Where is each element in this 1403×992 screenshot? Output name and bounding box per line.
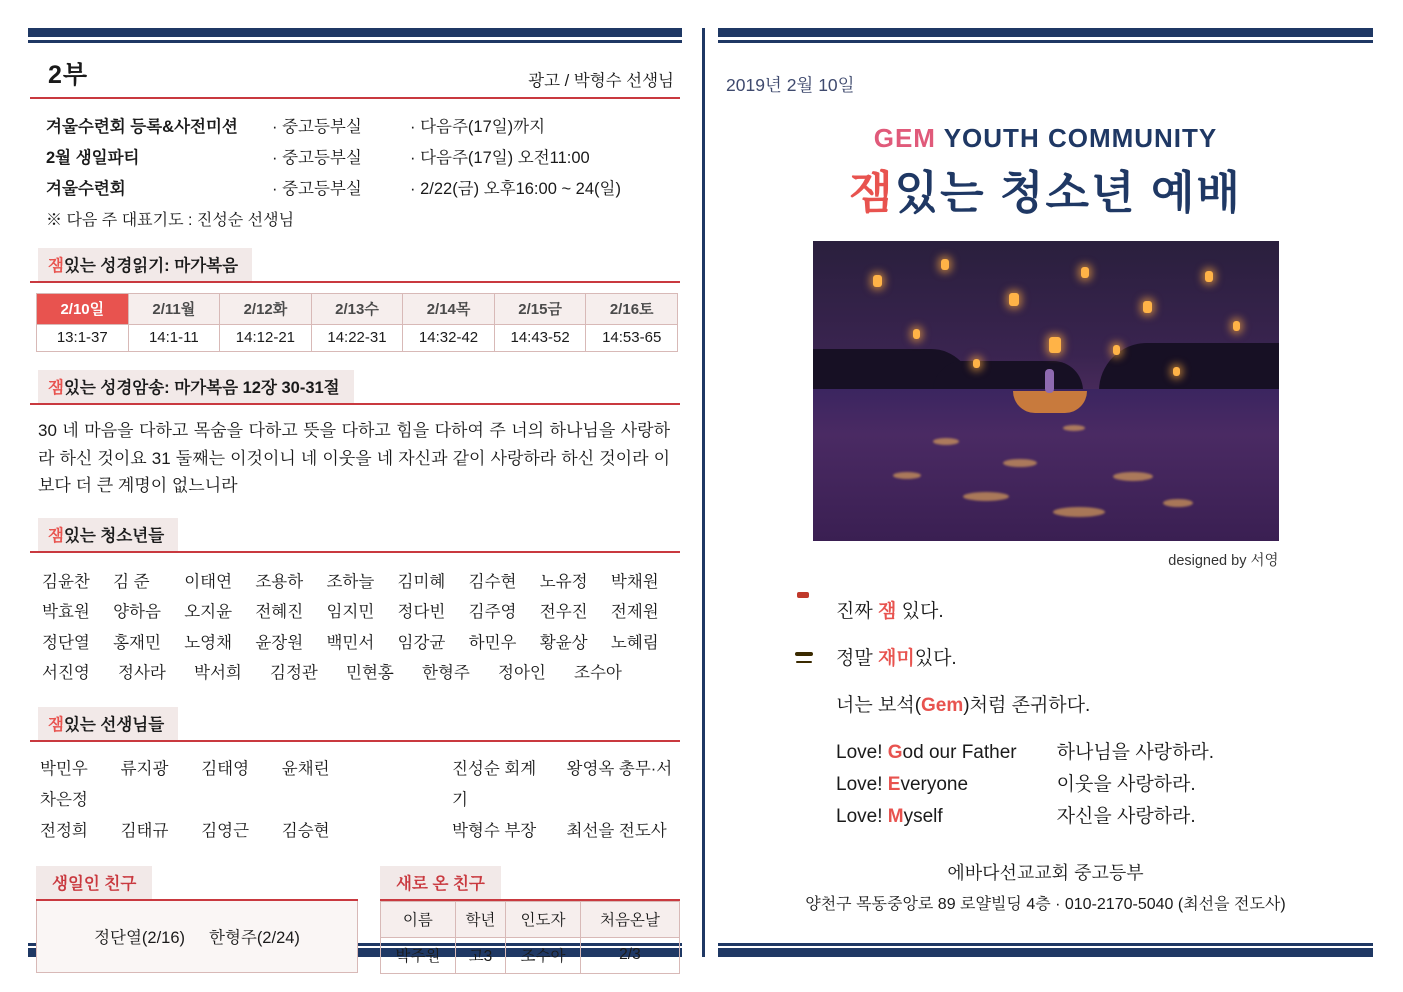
student-name: 노혜림	[610, 633, 659, 652]
jam-accent: 잼	[48, 715, 64, 734]
jam-accent: 잼	[48, 526, 64, 545]
student-name: 김주영	[468, 603, 517, 622]
sky-lantern-icon	[1233, 321, 1240, 331]
announcement-list	[46, 113, 682, 230]
teacher-name: 김태규	[120, 822, 169, 841]
slogan-highlight: Gem	[921, 695, 964, 716]
reading-passage: 14:12-21	[220, 325, 312, 352]
water-reflection	[893, 472, 921, 479]
jam-jar-icon	[790, 596, 820, 626]
reading-passage: 14:53-65	[586, 325, 678, 352]
reading-passage: 14:22-31	[311, 325, 403, 352]
water-reflection	[963, 492, 1009, 501]
reading-day: 2/12화	[220, 294, 312, 325]
church-name: 에바다선교교회 중고등부	[947, 862, 1144, 883]
announcement-place: · 중고등부실	[272, 149, 362, 167]
newcomer-cell: 2/3	[580, 937, 679, 973]
teacher-role: 박형수 부장	[451, 822, 537, 841]
list-item: Love! Everyone	[836, 773, 969, 795]
service-speaker: 광고 / 박형수 선생님	[528, 72, 674, 90]
newcomer-cell: 고3	[455, 937, 505, 973]
newcomer-header: 처음온날	[580, 901, 679, 937]
person-in-boat	[1045, 369, 1054, 393]
bible-reading-section	[28, 248, 682, 352]
memory-verse-section	[28, 370, 682, 500]
hill-center	[933, 361, 1083, 391]
acronym-letter: M	[887, 805, 904, 827]
list-item	[42, 567, 682, 598]
sky-lantern-icon	[1173, 367, 1180, 376]
list-item: 이웃을 사랑하라.	[1056, 773, 1196, 795]
service-part-title: 2부	[48, 61, 89, 89]
reading-day: 2/14목	[403, 294, 495, 325]
student-name: 김정관	[270, 664, 318, 683]
slogan-text: 정말 재미있다.	[836, 648, 957, 669]
right-panel	[718, 60, 1373, 914]
header-underline	[30, 97, 680, 99]
student-name: 박서희	[194, 664, 242, 683]
memory-verse-label-text: 있는 성경암송: 마가복음 12장 30-31절	[63, 379, 340, 397]
newcomer-cell: 조수아	[506, 937, 581, 973]
cover-artwork	[813, 241, 1279, 541]
teacher-name: 윤채린	[281, 759, 330, 778]
list-item: Love! Myself	[836, 805, 943, 827]
student-name: 하민우	[468, 633, 517, 652]
love-block	[790, 737, 1373, 833]
list-item	[42, 597, 682, 628]
announcement-place: · 중고등부실	[272, 118, 362, 136]
teacher-name: 김태영	[201, 759, 250, 778]
student-name: 임지민	[326, 603, 375, 622]
teacher-name: 차은정	[40, 791, 88, 809]
teacher-name: 박민우	[40, 759, 88, 778]
student-name: 양하음	[113, 603, 161, 622]
student-name: 박채원	[610, 572, 659, 591]
students-rule	[30, 551, 680, 553]
page-title	[718, 156, 1373, 221]
slogan-list	[790, 596, 1373, 720]
water-reflection	[1003, 459, 1037, 467]
list-item	[452, 816, 682, 847]
bulletin-date: 2019년 2월 10일	[726, 75, 855, 95]
service-header	[28, 55, 682, 97]
student-name: 박효원	[42, 603, 90, 622]
teacher-name: 류지광	[120, 759, 169, 778]
newcomer-box	[380, 866, 680, 974]
student-name: 홍재민	[113, 633, 161, 652]
water-reflection	[1113, 472, 1153, 481]
slogan-highlight: 재미	[878, 648, 915, 669]
teachers-label	[38, 707, 178, 740]
student-name: 조하늘	[326, 572, 375, 591]
right-bottom-rule-thin	[718, 943, 1373, 946]
heart-speech-icon	[790, 739, 820, 769]
student-name: 백민서	[326, 633, 375, 652]
slogan-highlight: 잼	[878, 601, 897, 622]
love-lines-english	[836, 737, 1017, 833]
newcomer-cell: 박주원	[381, 937, 456, 973]
reading-day: 2/13수	[311, 294, 403, 325]
left-top-rule	[28, 28, 682, 37]
bible-reading-label	[38, 248, 252, 281]
list-item	[42, 658, 682, 689]
jam-accent: 잼	[48, 257, 64, 275]
footer	[718, 859, 1373, 914]
announcement-title: 겨울수련회	[46, 180, 126, 198]
student-name: 서진영	[42, 664, 90, 683]
teacher-role: 진성순 회계	[451, 759, 537, 778]
student-name: 한형주	[422, 664, 470, 683]
memory-verse-label	[38, 370, 354, 403]
table-row	[37, 325, 678, 352]
students-label	[38, 518, 178, 551]
reading-passage: 14:1-11	[128, 325, 220, 352]
smiley-star-icon	[790, 643, 820, 673]
teacher-name: 김승현	[281, 822, 330, 841]
list-item	[790, 596, 1373, 626]
teachers-grid	[40, 754, 682, 848]
sky-lantern-icon	[1143, 301, 1152, 313]
boat	[1013, 391, 1087, 413]
announcement-row	[46, 144, 682, 168]
slogan-text: 진짜 잼 있다.	[836, 601, 944, 622]
reading-passage: 13:1-37	[37, 325, 129, 352]
list-item	[42, 628, 682, 659]
bottom-boxes	[36, 866, 682, 974]
youth-community-word: YOUTH COMMUNITY	[943, 123, 1218, 153]
announcement-time: · 다음주(17일) 오전11:00	[410, 149, 590, 167]
bible-reading-label-text: 있는 성경읽기: 마가복음	[63, 257, 239, 275]
acronym-letter: E	[887, 773, 901, 795]
student-name: 정단열	[42, 633, 90, 652]
student-name: 전혜진	[255, 603, 304, 622]
announcement-row	[46, 175, 682, 199]
teacher-role: 최선을 전도사	[566, 822, 667, 841]
sky-lantern-icon	[1009, 293, 1019, 306]
student-name: 민현홍	[346, 664, 394, 683]
table-row	[37, 294, 678, 325]
teachers-column-right	[452, 754, 682, 848]
list-item: 하나님을 사랑하라.	[1056, 742, 1215, 763]
student-name: 조수아	[574, 664, 622, 683]
gem-youth-community	[718, 123, 1373, 154]
right-top-rule	[718, 28, 1373, 37]
announcement-title: 겨울수련회 등록&사전미션	[46, 118, 238, 136]
teachers-label-text: 있는 선생님들	[63, 715, 165, 734]
title-jam-accent: 잼	[849, 167, 895, 218]
sky-lantern-icon	[1205, 271, 1213, 282]
sky-lantern-icon	[873, 275, 882, 287]
student-name: 전제원	[610, 603, 659, 622]
students-section	[28, 518, 682, 689]
table-row	[381, 937, 680, 973]
birthday-name: 정단열(2/16)	[94, 929, 185, 948]
student-name: 정아인	[498, 664, 546, 683]
title-rest: 있는 청소년 예배	[894, 167, 1242, 218]
birthday-name: 한형주(2/24)	[209, 929, 300, 948]
student-name: 이태연	[184, 572, 233, 591]
birthday-names	[36, 901, 358, 973]
memory-verse-rule	[30, 403, 680, 405]
birthday-caption: 생일인 친구	[36, 866, 152, 899]
sky-lantern-icon	[1081, 267, 1089, 278]
student-name: 김 준	[113, 572, 150, 591]
newcomer-table	[380, 901, 680, 974]
acronym-letter: G	[887, 742, 903, 763]
bible-reading-rule	[30, 281, 680, 283]
teacher-name: 김영근	[201, 822, 250, 841]
center-divider	[702, 28, 705, 957]
student-name: 윤장원	[255, 633, 304, 652]
student-name: 조용하	[255, 572, 304, 591]
cover-artwork-wrapper	[813, 241, 1279, 570]
teachers-column-left	[40, 754, 428, 848]
left-top-rule-thin	[28, 40, 682, 43]
newcomer-caption: 새로 온 친구	[380, 866, 501, 899]
teachers-rule	[30, 740, 680, 742]
hill-right	[1099, 343, 1279, 391]
water-reflection	[1163, 499, 1193, 507]
student-name: 김윤찬	[42, 572, 90, 591]
list-item	[790, 643, 1373, 673]
student-name: 노유정	[539, 572, 588, 591]
water-reflection	[1053, 507, 1105, 517]
students-label-text: 있는 청소년들	[63, 526, 165, 545]
teacher-name: 전정희	[40, 822, 88, 841]
reading-day-today: 2/10일	[37, 294, 129, 325]
love-lines-korean	[1057, 737, 1214, 833]
table-row	[381, 901, 680, 937]
reading-passage: 14:43-52	[494, 325, 586, 352]
left-panel	[28, 55, 682, 974]
announcement-title: 2월 생일파티	[46, 149, 140, 167]
list-item	[790, 690, 1373, 720]
announcement-place: · 중고등부실	[272, 180, 362, 198]
teachers-section	[28, 707, 682, 848]
right-bottom-rule	[718, 948, 1373, 957]
birthday-box	[36, 866, 358, 974]
student-name: 노영채	[184, 633, 233, 652]
student-name: 오지윤	[184, 603, 233, 622]
announcement-time: · 2/22(금) 오후16:00 ~ 24(일)	[410, 180, 621, 198]
water-reflection	[933, 438, 959, 445]
newcomer-header: 학년	[455, 901, 505, 937]
student-name: 정사라	[118, 664, 166, 683]
reading-day: 2/11월	[128, 294, 220, 325]
memory-verse-text: 30 네 마음을 다하고 목숨을 다하고 뜻을 다하고 힘을 다하여 주 너의 하나님을 사랑하라 하신 것이요 31 둘째는 이것이니 네 이웃을 네 자신과 같이 사랑하라 하신 것이라 이보다 더 큰 계명이 없느니라	[38, 421, 670, 496]
main-lantern-icon	[1049, 337, 1061, 353]
announcement-time: · 다음주(17일)까지	[410, 118, 546, 136]
list-item	[40, 754, 428, 817]
bible-reading-table	[36, 293, 678, 352]
jam-accent: 잼	[48, 379, 64, 397]
water-reflection	[1063, 425, 1085, 431]
sky-lantern-icon	[941, 259, 949, 270]
student-name: 정다빈	[397, 603, 446, 622]
list-item: Love! God our Father	[836, 742, 1017, 763]
church-address: 양천구 목동중앙로 89 로얄빌딩 4층 · 010-2170-5040 (최선을 전도사)	[805, 895, 1286, 913]
newcomer-header: 인도자	[506, 901, 581, 937]
sky-lantern-icon	[973, 359, 980, 368]
student-name: 김미혜	[397, 572, 446, 591]
sky-lantern-icon	[1113, 345, 1120, 355]
teacher-role: 왕영옥 총무·서기	[451, 759, 673, 809]
reading-passage: 14:32-42	[403, 325, 495, 352]
students-name-grid	[42, 567, 682, 689]
gem-word: GEM	[873, 123, 936, 153]
gem-icon	[790, 690, 820, 720]
newcomer-header: 이름	[381, 901, 456, 937]
student-name: 김수현	[468, 572, 517, 591]
slogan-text: 너는 보석(Gem)처럼 존귀하다.	[836, 695, 1091, 716]
student-name: 전우진	[539, 603, 588, 622]
list-item	[40, 816, 428, 847]
student-name: 임강균	[397, 633, 446, 652]
reading-day: 2/16토	[586, 294, 678, 325]
artwork-credit: designed by 서영	[1168, 553, 1279, 569]
announcement-row	[46, 113, 682, 137]
list-item: 자신을 사랑하라.	[1056, 805, 1196, 827]
list-item	[452, 754, 682, 817]
reading-day: 2/15금	[494, 294, 586, 325]
sky-lantern-icon	[913, 329, 920, 339]
right-top-rule-thin	[718, 40, 1373, 43]
next-week-prayer-note: ※ 다음 주 대표기도 : 진성순 선생님	[46, 212, 295, 229]
student-name: 황윤상	[539, 633, 588, 652]
